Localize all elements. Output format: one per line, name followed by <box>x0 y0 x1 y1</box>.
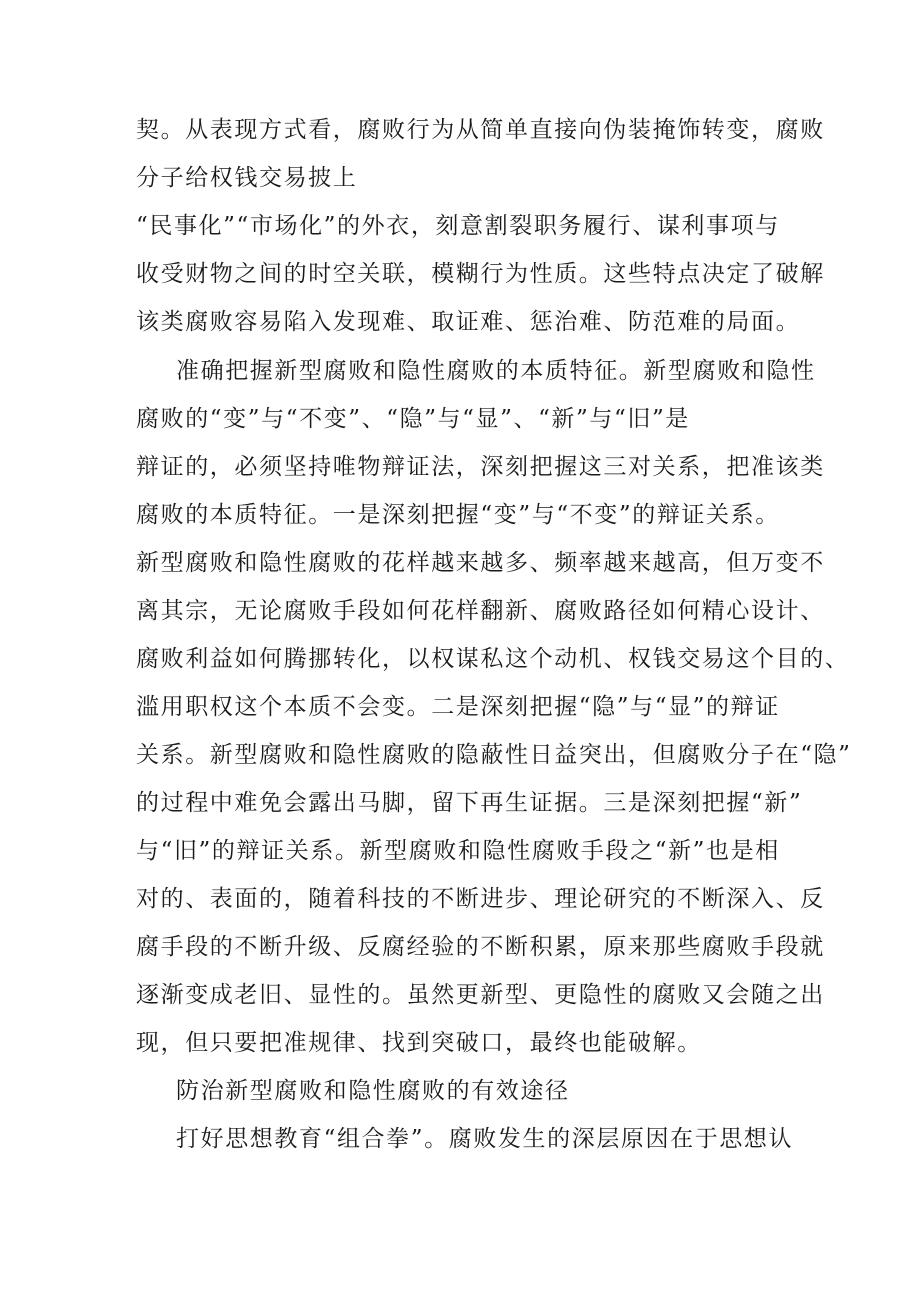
text-line: 对的、表面的，随着科技的不断进步、理论研究的不断深入、反 <box>136 886 825 912</box>
text-line: 的过程中难免会露出马脚，留下再生证据。三是深刻把握“新” <box>136 790 803 816</box>
text-line: 契。从表现方式看，腐败行为从简单直接向伪装掩饰转变，腐败 <box>136 117 825 143</box>
text-line: 关系。新型腐败和隐性腐败的隐蔽性日益突出，但腐败分子在“隐” <box>136 742 852 768</box>
text-line: 离其宗，无论腐败手段如何花样翻新、腐败路径如何精心设计、 <box>136 598 825 624</box>
text-line: 新型腐败和隐性腐败的花样越来越多、频率越来越高，但万变不 <box>136 550 825 576</box>
text-line: 收受财物之间的时空关联，模糊行为性质。这些特点决定了破解 <box>136 261 825 287</box>
text-line: 该类腐败容易陷入发现难、取证难、惩治难、防范难的局面。 <box>136 309 801 335</box>
text-line: 辩证的，必须坚持唯物辩证法，深刻把握这三对关系，把准该类 <box>136 454 825 480</box>
text-line: 分子给权钱交易披上 <box>136 165 358 191</box>
paragraph-first-line: 准确把握新型腐败和隐性腐败的本质特征。新型腐败和隐性 <box>176 358 816 384</box>
text-line: 腐败的“变”与“不变”、“隐”与“显”、“新”与“旧”是 <box>136 406 690 432</box>
text-line: 腐手段的不断升级、反腐经验的不断积累，原来那些腐败手段就 <box>136 934 825 960</box>
text-line: 与“旧”的辩证关系。新型腐败和隐性腐败手段之“新”也是相 <box>136 838 780 864</box>
text-line: 现，但只要把准规律、找到突破口，最终也能破解。 <box>136 1030 702 1056</box>
section-heading: 防治新型腐败和隐性腐败的有效途径 <box>176 1078 570 1104</box>
text-line: 腐败利益如何腾挪转化，以权谋私这个动机、权钱交易这个目的、 <box>136 646 850 672</box>
text-line: 逐渐变成老旧、显性的。虽然更新型、更隐性的腐败又会随之出 <box>136 982 825 1008</box>
text-line: “民事化”“市场化”的外衣，刻意割裂职务履行、谋利事项与 <box>136 213 780 239</box>
text-line: 滥用职权这个本质不会变。二是深刻把握“隐”与“显”的辩证 <box>136 694 780 720</box>
text-line: 腐败的本质特征。一是深刻把握“变”与“不变”的辩证关系。 <box>136 502 780 528</box>
paragraph-first-line: 打好思想教育“组合拳”。腐败发生的深层原因在于思想认 <box>176 1126 794 1152</box>
